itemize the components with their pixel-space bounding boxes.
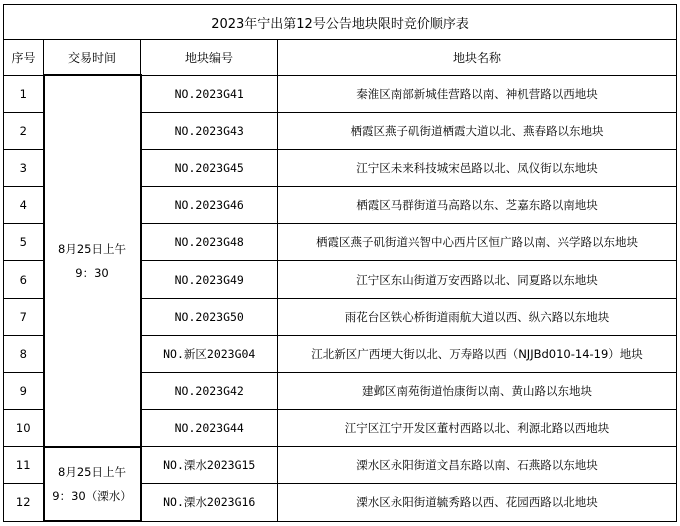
row-seq: 6 [4, 261, 44, 298]
row-plot-code: NO.2023G48 [141, 224, 278, 261]
row-plot-code: NO.2023G49 [141, 261, 278, 298]
auction-order-table [3, 4, 677, 522]
header-row [4, 40, 677, 76]
row-plot-name: 溧水区永阳街道文昌东路以南、石燕路以东地块 [278, 447, 677, 484]
row-plot-name: 栖霞区燕子矶街道兴智中心西片区恒广路以南、兴学路以东地块 [278, 224, 677, 261]
row-plot-name: 栖霞区燕子矶街道栖霞大道以北、燕春路以东地块 [278, 112, 677, 149]
row-plot-code: NO.2023G44 [141, 410, 278, 447]
row-seq: 7 [4, 298, 44, 335]
trade-time-hour: 9：30（溧水） [52, 488, 132, 503]
row-seq: 3 [4, 150, 44, 187]
row-plot-code: NO.溧水2023G16 [141, 484, 278, 521]
title-row [4, 5, 677, 40]
table-row [4, 75, 677, 112]
row-plot-name: 建邺区南苑街道怡康街以南、黄山路以东地块 [278, 372, 677, 409]
row-seq: 10 [4, 410, 44, 447]
trade-time-cell [44, 447, 141, 521]
row-plot-name: 秦淮区南部新城佳营路以南、神机营路以西地块 [278, 75, 677, 112]
row-plot-code: NO.2023G41 [141, 75, 278, 112]
row-plot-name: 江宁区江宁开发区董村西路以北、利源北路以西地块 [278, 410, 677, 447]
row-plot-name: 栖霞区马群街道马高路以东、芝嘉东路以南地块 [278, 187, 677, 224]
row-seq: 4 [4, 187, 44, 224]
row-plot-code: NO.2023G45 [141, 150, 278, 187]
row-plot-code: NO.2023G43 [141, 112, 278, 149]
table-row [4, 447, 677, 484]
row-seq: 5 [4, 224, 44, 261]
row-seq: 11 [4, 447, 44, 484]
row-plot-name: 江宁区东山街道万安西路以北、同夏路以东地块 [278, 261, 677, 298]
table-title: 2023年宁出第12号公告地块限时竞价顺序表 [4, 5, 677, 40]
trade-time-date: 8月25日上午 [58, 464, 126, 479]
row-seq: 8 [4, 335, 44, 372]
row-plot-name: 江北新区广西埂大街以北、万寿路以西（NJJBd010-14-19）地块 [278, 335, 677, 372]
row-plot-code: NO.2023G42 [141, 372, 278, 409]
trade-time-date: 8月25日上午 [58, 241, 126, 256]
header-seq: 序号 [4, 40, 44, 76]
row-seq: 1 [4, 75, 44, 112]
row-plot-code: NO.2023G50 [141, 298, 278, 335]
header-name: 地块名称 [278, 40, 677, 76]
row-seq: 9 [4, 372, 44, 409]
trade-time-cell [44, 75, 141, 446]
row-plot-name: 江宁区未来科技城宋邑路以北、凤仪街以东地块 [278, 150, 677, 187]
row-plot-code: NO.新区2023G04 [141, 335, 278, 372]
row-plot-code: NO.溧水2023G15 [141, 447, 278, 484]
row-plot-code: NO.2023G46 [141, 187, 278, 224]
header-time: 交易时间 [44, 40, 141, 76]
row-seq: 2 [4, 112, 44, 149]
row-plot-name: 雨花台区铁心桥街道雨航大道以西、纵六路以东地块 [278, 298, 677, 335]
row-seq: 12 [4, 484, 44, 521]
trade-time-hour: 9：30 [75, 265, 109, 280]
row-plot-name: 溧水区永阳街道毓秀路以西、花园西路以北地块 [278, 484, 677, 521]
header-code: 地块编号 [141, 40, 278, 76]
